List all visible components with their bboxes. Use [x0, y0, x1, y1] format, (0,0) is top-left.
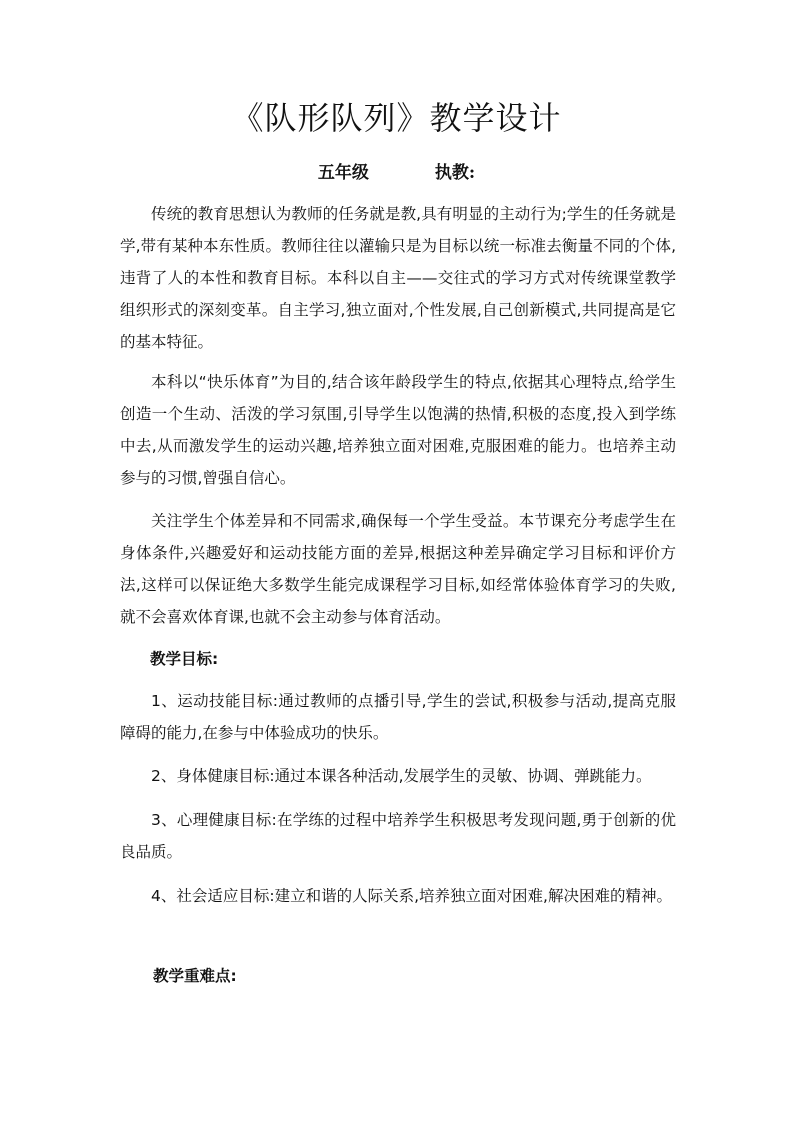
teacher-label: 执教: [434, 163, 476, 183]
goal-item-2: 2、身体健康目标:通过本课各种活动,发展学生的灵敏、协调、弹跳能力。 [151, 767, 652, 785]
grade-label: 五年级 [317, 163, 369, 183]
intro-paragraph-3: 关注学生个体差异和不同需求,确保每一个学生受益。本节课充分考虑学生在身体条件,兴趣爱好和运动技能方面的差异,根据这种差异确定学习目标和评价方法,这样可以保证绝大多数学生能完成课程学习目标,如经常体验体育学习的失败,就不会喜欢体育课,也就不会主动参与体育活动。 [120, 512, 676, 626]
key-points-heading: 教学重难点: [153, 967, 237, 985]
goals-heading: 教学目标: [150, 650, 219, 668]
intro-paragraph-1: 传统的教育思想认为教师的任务就是教,具有明显的主动行为;学生的任务就是学,带有某种本东性质。教师往往以灌输只是为目标以统一标准去衡量不同的个体,违背了人的本性和教育目标。本科以自主——交往式的学习方式对传统课堂教学组织形式的深刻变革。自主学习,独立面对,个性发展,自己创新模式,共同提高是它的基本特征。 [120, 205, 676, 351]
intro-paragraph-2: 本科以“快乐体育”为目的,结合该年龄段学生的特点,依据其心理特点,给学生创造一个生动、活泼的学习氛围,引导学生以饱满的热情,积极的态度,投入到学练中去,从而激发学生的运动兴趣,培养独立面对困难,克服困难的能力。也培养主动参与的习惯,曾强自信心。 [120, 373, 676, 487]
goal-item-1: 1、运动技能目标:通过教师的点播引导,学生的尝试,积极参与活动,提高克服障碍的能力,在参与中体验成功的快乐。 [120, 692, 676, 742]
document-subtitle [0, 160, 793, 186]
document-title: 《队形队列》教学设计 [231, 99, 562, 137]
goal-item-3: 3、心理健康目标:在学练的过程中培养学生积极思考发现问题,勇于创新的优良品质。 [120, 811, 676, 861]
goal-item-4: 4、社会适应目标:建立和谐的人际关系,培养独立面对困难,解决困难的精神。 [151, 887, 672, 905]
